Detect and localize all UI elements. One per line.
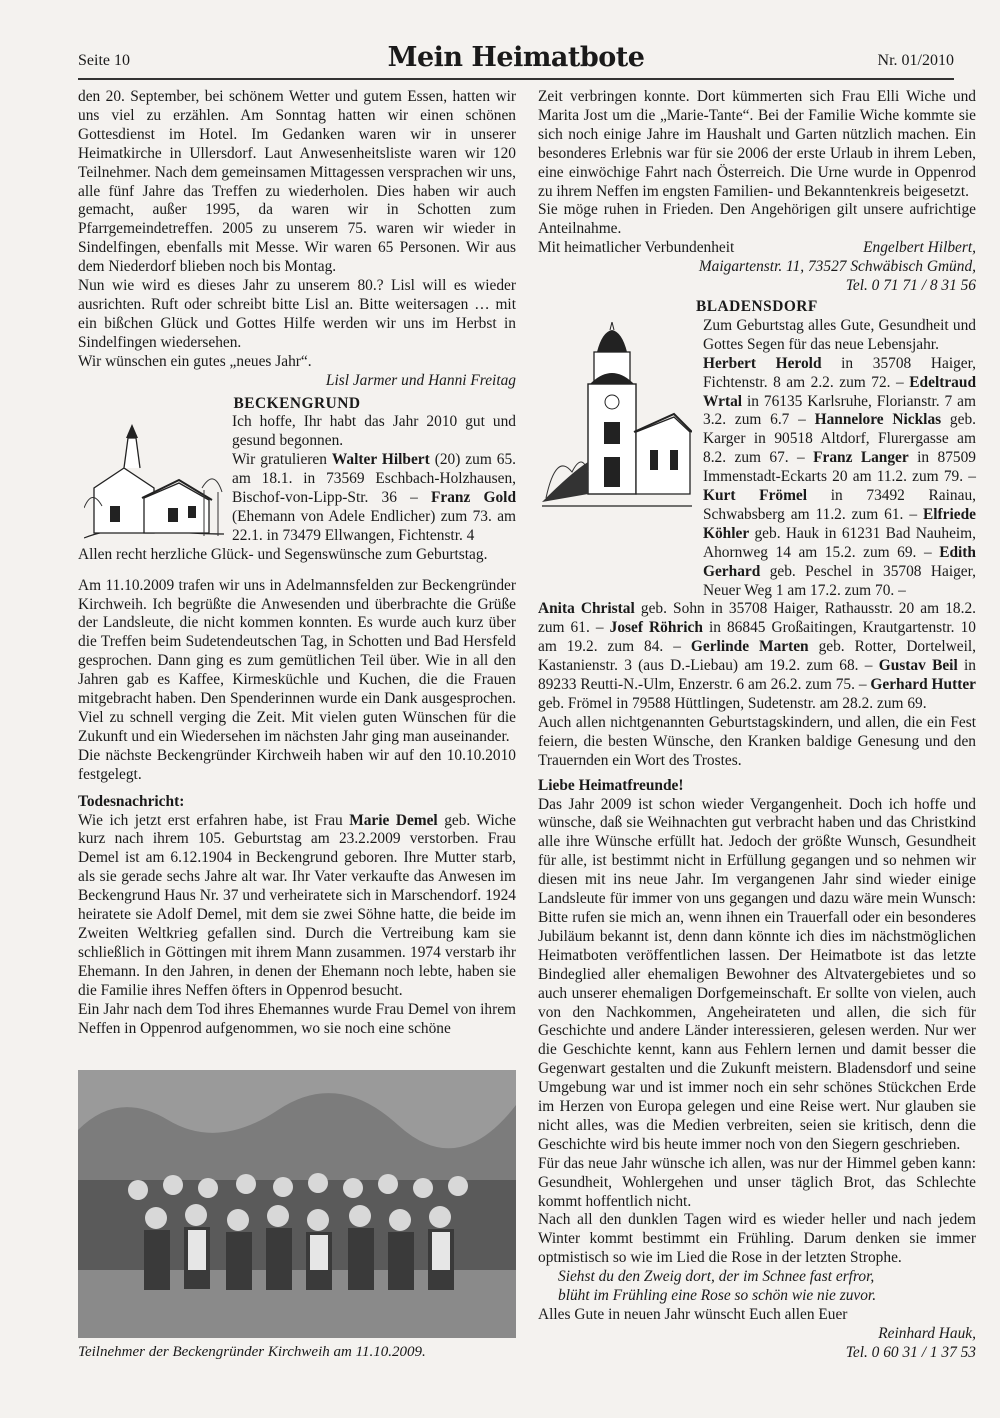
text: Wir gratulieren: [232, 451, 332, 469]
signature-address: Maigartenstr. 11, 73527 Schwäbisch Gmünd,: [698, 258, 976, 276]
paragraph: Zum Geburtstag alles Gute, Gesundheit und Gottes Segen für das neue Lebensjahr.: [703, 316, 976, 353]
photo-caption: Teilnehmer der Beckengründer Kirchweih am 11.10.2009.: [78, 1344, 426, 1360]
text: geb. Hauk in 61231 Bad Nauheim, Ahornweg 14 am 15.2. zum 69. –: [703, 524, 976, 561]
text: Wie ich jetzt erst erfahren habe, ist Frau: [78, 811, 350, 829]
person-name: Elfriede Köhler: [703, 505, 976, 542]
section-heading-beckengrund: BECKENGRUND: [233, 394, 361, 412]
paragraph: den 20. September, bei schönem Wetter und gutem Essen, hatten wir uns viel zu erzählen. Am Sonntag hatten wir einen schönen Gottesdienst im Hotel. Im Gedanken waren wir in unserer Heimatkirche in Ullersdorf. Laut Anwesenheitsliste waren wir 120 Teilnehmer. Nach dem gemeinsamen Mittagessen versprachen wir uns, alle fünf Jahre das Treffen zu wiederholen. Dies haben wir auch gemacht, außer 1995, da waren wir in Schotten zum Pfarrgemeindetreffen. 2005 zu unserem 75. waren wir wieder in Sindelfingen, ebenfalls mit Messe. Wir waren 65 Personen. Wir aus dem Niederdorf blieben noch bis Montag.: [78, 88, 516, 276]
group-photo: [78, 1070, 516, 1338]
person-name: Josef Röhrich: [609, 619, 703, 637]
person-name: Edeltraud Wrtal: [703, 373, 976, 410]
masthead-title: Mein Heimatbote: [387, 42, 645, 73]
person-name: Herbert Herold: [703, 354, 822, 372]
beckengrund-intro: [232, 413, 516, 545]
person-name: Gustav Beil: [878, 657, 958, 675]
person-name: Marie Demel: [349, 811, 438, 829]
text: geb. Karger in 90518 Altdorf, Flurergasse am 8.2. zum 67. –: [703, 411, 976, 467]
signature-phone: Tel. 0 60 31 / 1 37 53: [845, 1343, 976, 1361]
paragraph: Wir wünschen ein gutes „neues Jahr“.: [78, 352, 312, 370]
signature: Lisl Jarmer und Hanni Freitag: [325, 371, 516, 389]
page-number: Seite 10: [78, 52, 130, 69]
paragraph: Die nächste Beckengründer Kirchweih haben wir auf den 10.10.2010 festgelegt.: [78, 746, 516, 783]
person-name: Franz Langer: [813, 449, 909, 467]
issue-number: Nr. 01/2010: [877, 52, 954, 69]
paragraph: [538, 239, 976, 258]
paragraph: Nach all den dunklen Tagen wird es wieder heller und nach jedem Winter kommt bestimmt ein Frühling. Darum denken sie immer optmistisch so wie im Lied die Rose in der letzten Strophe.: [538, 1211, 976, 1267]
left-column: [78, 88, 516, 1038]
paragraph: [538, 600, 976, 713]
text: in 89233 Reutti-N.-Ulm, Enzerstr. 6 am 26.2. zum 75. –: [538, 657, 976, 694]
text: in 76135 Karlsruhe, Florianstr. 7 am 3.2. zum 6.7 –: [703, 392, 976, 429]
text: (Ehemann von Adele Endlicher) zum 73. am 22.1. in 73479 Ellwangen, Fichtenstr. 4: [232, 507, 516, 544]
person-name: Edith Gerhard: [703, 543, 976, 580]
person-name: Walter Hilbert: [331, 451, 430, 469]
group-photo-image: [78, 1070, 516, 1338]
text: geb. Frömel in 79588 Hüttlingen, Sudetenstr. am 28.2. zum 69.: [538, 695, 927, 712]
paragraph: Das Jahr 2009 ist schon wieder Vergangenheit. Doch ich hoffe und wünsche, daß sie Weihnachten gut verbracht haben und das Christkind alle ihre Wünsche erfüllt hat. Jedoch der größte Wunsch, Gesundheit für alle, ist bestimmt nicht in Erfüllung gegangen und so nehmen wir diesen mit ins neue Jahr. Im vergangenen Jahr sind wieder einige Landsleute für immer von uns gegangen und dazu wäre mein Wunsch: Bitte rufen sie mich an, wenn ihnen ein Trauerfall oder ein besonderes Jubiläum bekannt ist, denn dann könnte ich dies im nächstmöglichen Heimatboten veröffentlichen lassen. Der Heimatbote ist das letzte Bindeglied aller ehemaligen Bewohner des Altvatergebietes und so auch unserer ehemaligen Dorfgemeinschaft. Er sollte von vielen, auch von den Nachkommen, Angeheirateten und allen, die sich für Geschichte und andere Länder interessieren, gelesen werden. Nur wer die Geschichte kennt, kann aus Fehlern lernen und damit besser die Gegenwart gestalten und die Zukunft meistern. Bladensdorf und seine Umgebung war und ist immer noch ein sehr schönes Stückchen Erde im Herzen von Europa gelegen und eine Reise wert. Nur glauben sie nicht alles, was die Medien verbreiten, seien sie kritisch, denn die Geschichte wird bis heute immer noch von den Siegern geschrieben.: [538, 795, 976, 1153]
person-name: Gerlinde Marten: [690, 638, 809, 656]
paragraph: [232, 451, 516, 546]
section-heading-bladensdorf: BLADENSDORF: [696, 297, 818, 315]
paragraph: Sie möge ruhen in Frieden. Den Angehörigen gilt unsere aufrichtige Anteilnahme.: [538, 201, 976, 238]
bladensdorf-intro: [703, 317, 976, 601]
text: in 35708 Haiger, Fichtenstr. 8 am 2.2. zum 72. –: [703, 354, 976, 391]
signature-name: Reinhard Hauk,: [878, 1324, 976, 1342]
text: in 87509 Immenstadt-Eckarts 20 am 11.2. zum 79. –: [703, 449, 976, 486]
chapel-illustration: [84, 418, 224, 544]
page-header: [78, 40, 954, 80]
paragraph: [703, 355, 976, 601]
heading-todesnachricht: Todesnachricht:: [78, 792, 185, 810]
text: geb. Rotter, Dortelweil, Kastanienstr. 3 (aus D.-Liebau) am 19.2. zum 68. –: [538, 638, 976, 675]
right-column: [538, 88, 976, 1363]
paragraph: Auch allen nichtgenannten Geburtstagskindern, und allen, die ein Fest feiern, die besten Wünsche, den Kranken baldige Genesung und den Trauernden ein Wort des Trostes.: [538, 713, 976, 769]
paragraph: [78, 812, 516, 1001]
paragraph: Alles Gute in neuen Jahr wünscht Euch allen Euer: [538, 1306, 848, 1323]
text: geb. Wiche kurz nach ihrem 105. Geburtstag am 23.2.2009 verstorben. Frau Demel ist am 6.12.1904 in Beckengrund geboren. Ihre Mutter starb, als sie gerade sechs Jahre alt war. Ihr Vater verkaufte das Anwesen im Beckengrund Haus Nr. 37 und verheiratete sich in Marschendorf. 1924 heiratete sie Adolf Demel, mit dem sie zwei Söhne hatte, die beide im Zweiten Weltkrieg gefallen sind. Durch die Vertreibung kam sie schließlich in Göttingen mit ihrem Mann zusammen. 1974 verstarb ihr Ehemann. In den Jahren, in denen der Ehemann noch lebte, haben sie die Familie ihres Neffen öfters in Oppenrod besucht.: [78, 811, 516, 999]
person-name: Kurt Frömel: [703, 487, 808, 505]
text: in 86845 Großaitingen, Krautgartenstr. 10 am 19.2. zum 84. –: [538, 619, 976, 656]
person-name: Anita Christal: [538, 600, 635, 618]
text: geb. Sohn in 35708 Haiger, Rathausstr. 20 am 18.2. zum 61. –: [538, 600, 976, 637]
text: geb. Peschel in 35708 Haiger, Neuer Weg 1 am 17.2. zum 70. –: [703, 562, 976, 599]
paragraph: Nun wie wird es dieses Jahr zu unserem 80.? Lisl will es wieder ausrichten. Ruft oder schreibt bitte Lisl an. Bitte weitersagen … mit ein bißchen Glück und Gottes Hilfe werden wir uns im Herbst in Sindelfingen wiedersehen.: [78, 277, 516, 351]
signature-phone: Tel. 0 71 71 / 8 31 56: [845, 277, 976, 295]
paragraph: Zeit verbringen konnte. Dort kümmerten sich Frau Elli Wiche und Marita Jost um die „Marie-Tante“. Bei der Familie Wiche kommte sie sich noch einige Jahre im Haushalt und Garten nützlich machen. Ein besonderes Erlebnis war für sie 2006 der erste Urlaub in ihrem Leben, eine einwöchige Fahrt nach Österreich. Die Urne wurde in Oppenrod zu ihrem Neffen im engsten Familien- und Bekanntenkreis beigesetzt.: [538, 88, 976, 200]
paragraph: Ich hoffe, Ihr habt das Jahr 2010 gut und gesund begonnen.: [232, 413, 516, 450]
paragraph: Ein Jahr nach dem Tod ihres Ehemannes wurde Frau Demel von ihrem Neffen in Oppenrod aufgenommen, wo sie noch eine schöne: [78, 1000, 516, 1037]
poem-line: Siehst du den Zweig dort, der im Schnee fast erfror,: [558, 1268, 875, 1286]
header-rule: [78, 78, 954, 80]
church-illustration: [542, 322, 692, 512]
paragraph: Allen recht herzliche Glück- und Segenswünsche zum Geburtstag.: [78, 545, 488, 563]
paragraph: Am 11.10.2009 trafen wir uns in Adelmannsfelden zur Beckengründer Kirchweih. Ich begrüßte die Anwesenden und überbrachte die Grüße der Landsleute, die nicht kommen konnten. Es wurde auch kurz über die Treffen beim Sudetendeutschen Tag, in Schotten und Bad Hersfeld gesprochen. Dann ging es zum gemütlichen Teil über. Wie in all den Jahren gab es Kaffee, Kirmesküchle und Kuchen, die die Frauen mitgebracht haben. Den Spenderinnen wurde ein Dank ausgesprochen. Viel zu schnell verging die Zeit. Mit vielen guten Wünschen für die Zukunft und ein Wiedersehen im nächsten Jahr ging man auseinander.: [78, 576, 516, 745]
person-name: Gerhard Hutter: [870, 676, 976, 694]
person-name: Hannelore Nicklas: [814, 411, 942, 429]
heading-liebe-heimatfreunde: Liebe Heimatfreunde!: [538, 776, 684, 794]
paragraph: Für das neue Jahr wünsche ich allen, was nur der Himmel geben kann: Gesundheit, Wohlergehen und unser täglich Brot, das Schlechte kommt hoffentlich nicht.: [538, 1154, 976, 1210]
person-name: Franz Gold: [431, 489, 517, 507]
text: Mit heimatlicher Verbundenheit: [538, 239, 735, 257]
text: in 73492 Rainau, Schwabsberg am 11.2. zum 61. –: [703, 487, 976, 523]
signature-name: Engelbert Hilbert,: [863, 239, 976, 257]
text: (20) zum 65. am 18.1. in 73569 Eschbach-Holzhausen, Bischof-von-Lipp-Str. 36 –: [232, 451, 516, 507]
poem-line: blüht im Frühling eine Rose so schön wie nie zuvor.: [558, 1287, 877, 1305]
